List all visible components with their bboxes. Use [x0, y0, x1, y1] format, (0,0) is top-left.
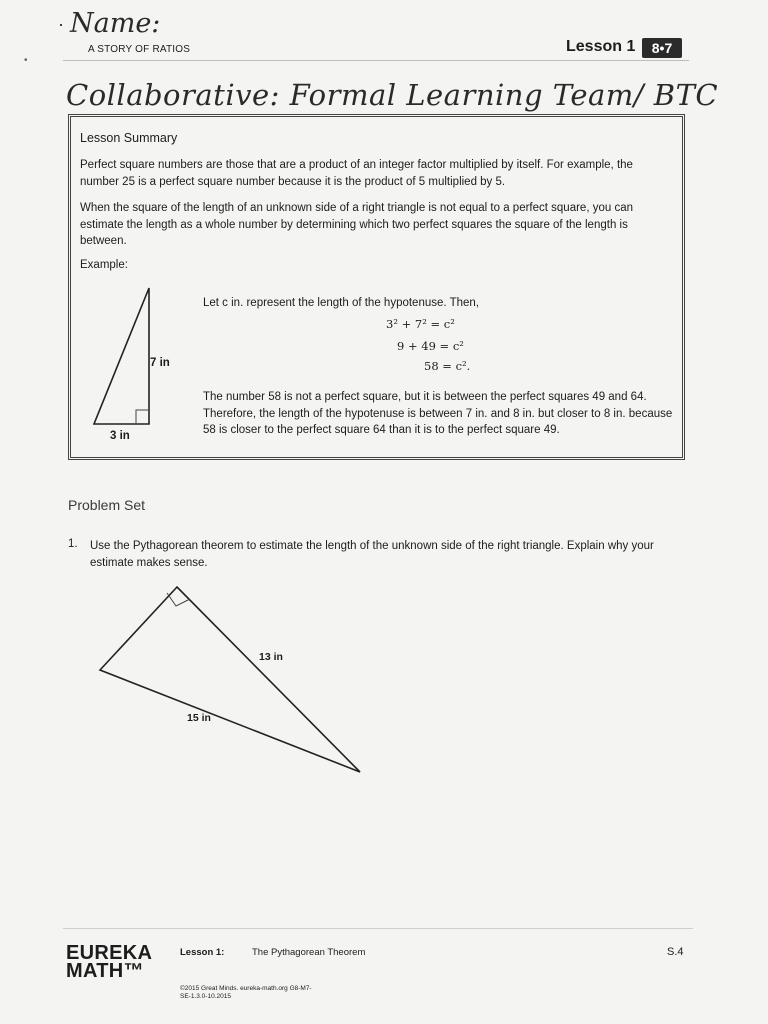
eureka-math-logo: EUREKA MATH™ [66, 942, 152, 982]
example-label: Example: [80, 259, 128, 271]
name-label: Name: [70, 8, 161, 39]
problem-number: 1. [68, 538, 78, 550]
problem-right-triangle [96, 585, 366, 780]
hypotenuse-definition: Let c in. represent the length of the hypotenuse. Then, [203, 297, 479, 309]
lesson-summary-title: Lesson Summary [80, 131, 178, 145]
summary-paragraph-1: Perfect square numbers are those that are a product of an integer factor multiplied by itself. For example, the number 25 is a perfect square number because it is the product of 5 multiplied by 5. [80, 159, 633, 188]
stray-mark: · [58, 14, 64, 34]
equation-line: 3² + 7² = c² [386, 317, 455, 331]
triangle-outline [100, 587, 360, 772]
problem-text: Use the Pythagorean theorem to estimate the length of the unknown side of the right triangle. Explain why your estimate makes sense. [90, 540, 654, 569]
grade-module-badge: 8•7 [642, 38, 682, 58]
copyright-notice: ©2015 Great Minds. eureka-math.org G8-M7-SE-1.3.0-10.2015 [180, 985, 312, 1000]
stray-mark: • [24, 55, 28, 66]
handwritten-title: Collaborative: Formal Learning Team/ BTC [66, 78, 719, 112]
leg-label: 7 in [150, 357, 170, 369]
example-conclusion: The number 58 is not a perfect square, but it is between the perfect squares 49 and 64. Therefore, the length of the hypotenuse is between 7 in. and 8 in. but closer to 8 in. because 58 is closer to the perfect square 64 than it is to the perfect square 49. [203, 391, 673, 436]
footer-divider [63, 928, 693, 929]
footer-topic: The Pythagorean Theorem [252, 947, 366, 958]
series-title: A STORY OF RATIOS [88, 44, 191, 55]
page-number: S.4 [667, 946, 684, 958]
example-right-triangle [88, 282, 158, 432]
side-label-15: 15 in [187, 712, 211, 724]
triangle-outline [94, 288, 149, 424]
footer-lesson: Lesson 1: [180, 947, 225, 958]
equation-line: 9 + 49 = c² [397, 339, 464, 353]
problem-set-title: Problem Set [68, 497, 146, 513]
header-divider [63, 60, 689, 61]
right-angle-marker [136, 410, 149, 424]
lesson-number: Lesson 1 [566, 38, 636, 55]
side-label-13: 13 in [259, 651, 283, 663]
equation-line: 58 = c². [424, 359, 471, 373]
summary-paragraph-2: When the square of the length of an unknown side of a right triangle is not equal to a perfect square, you can estimate the length as a whole number by determining which two perfect squares the square of the length is between. [80, 202, 633, 247]
base-label: 3 in [110, 430, 130, 442]
